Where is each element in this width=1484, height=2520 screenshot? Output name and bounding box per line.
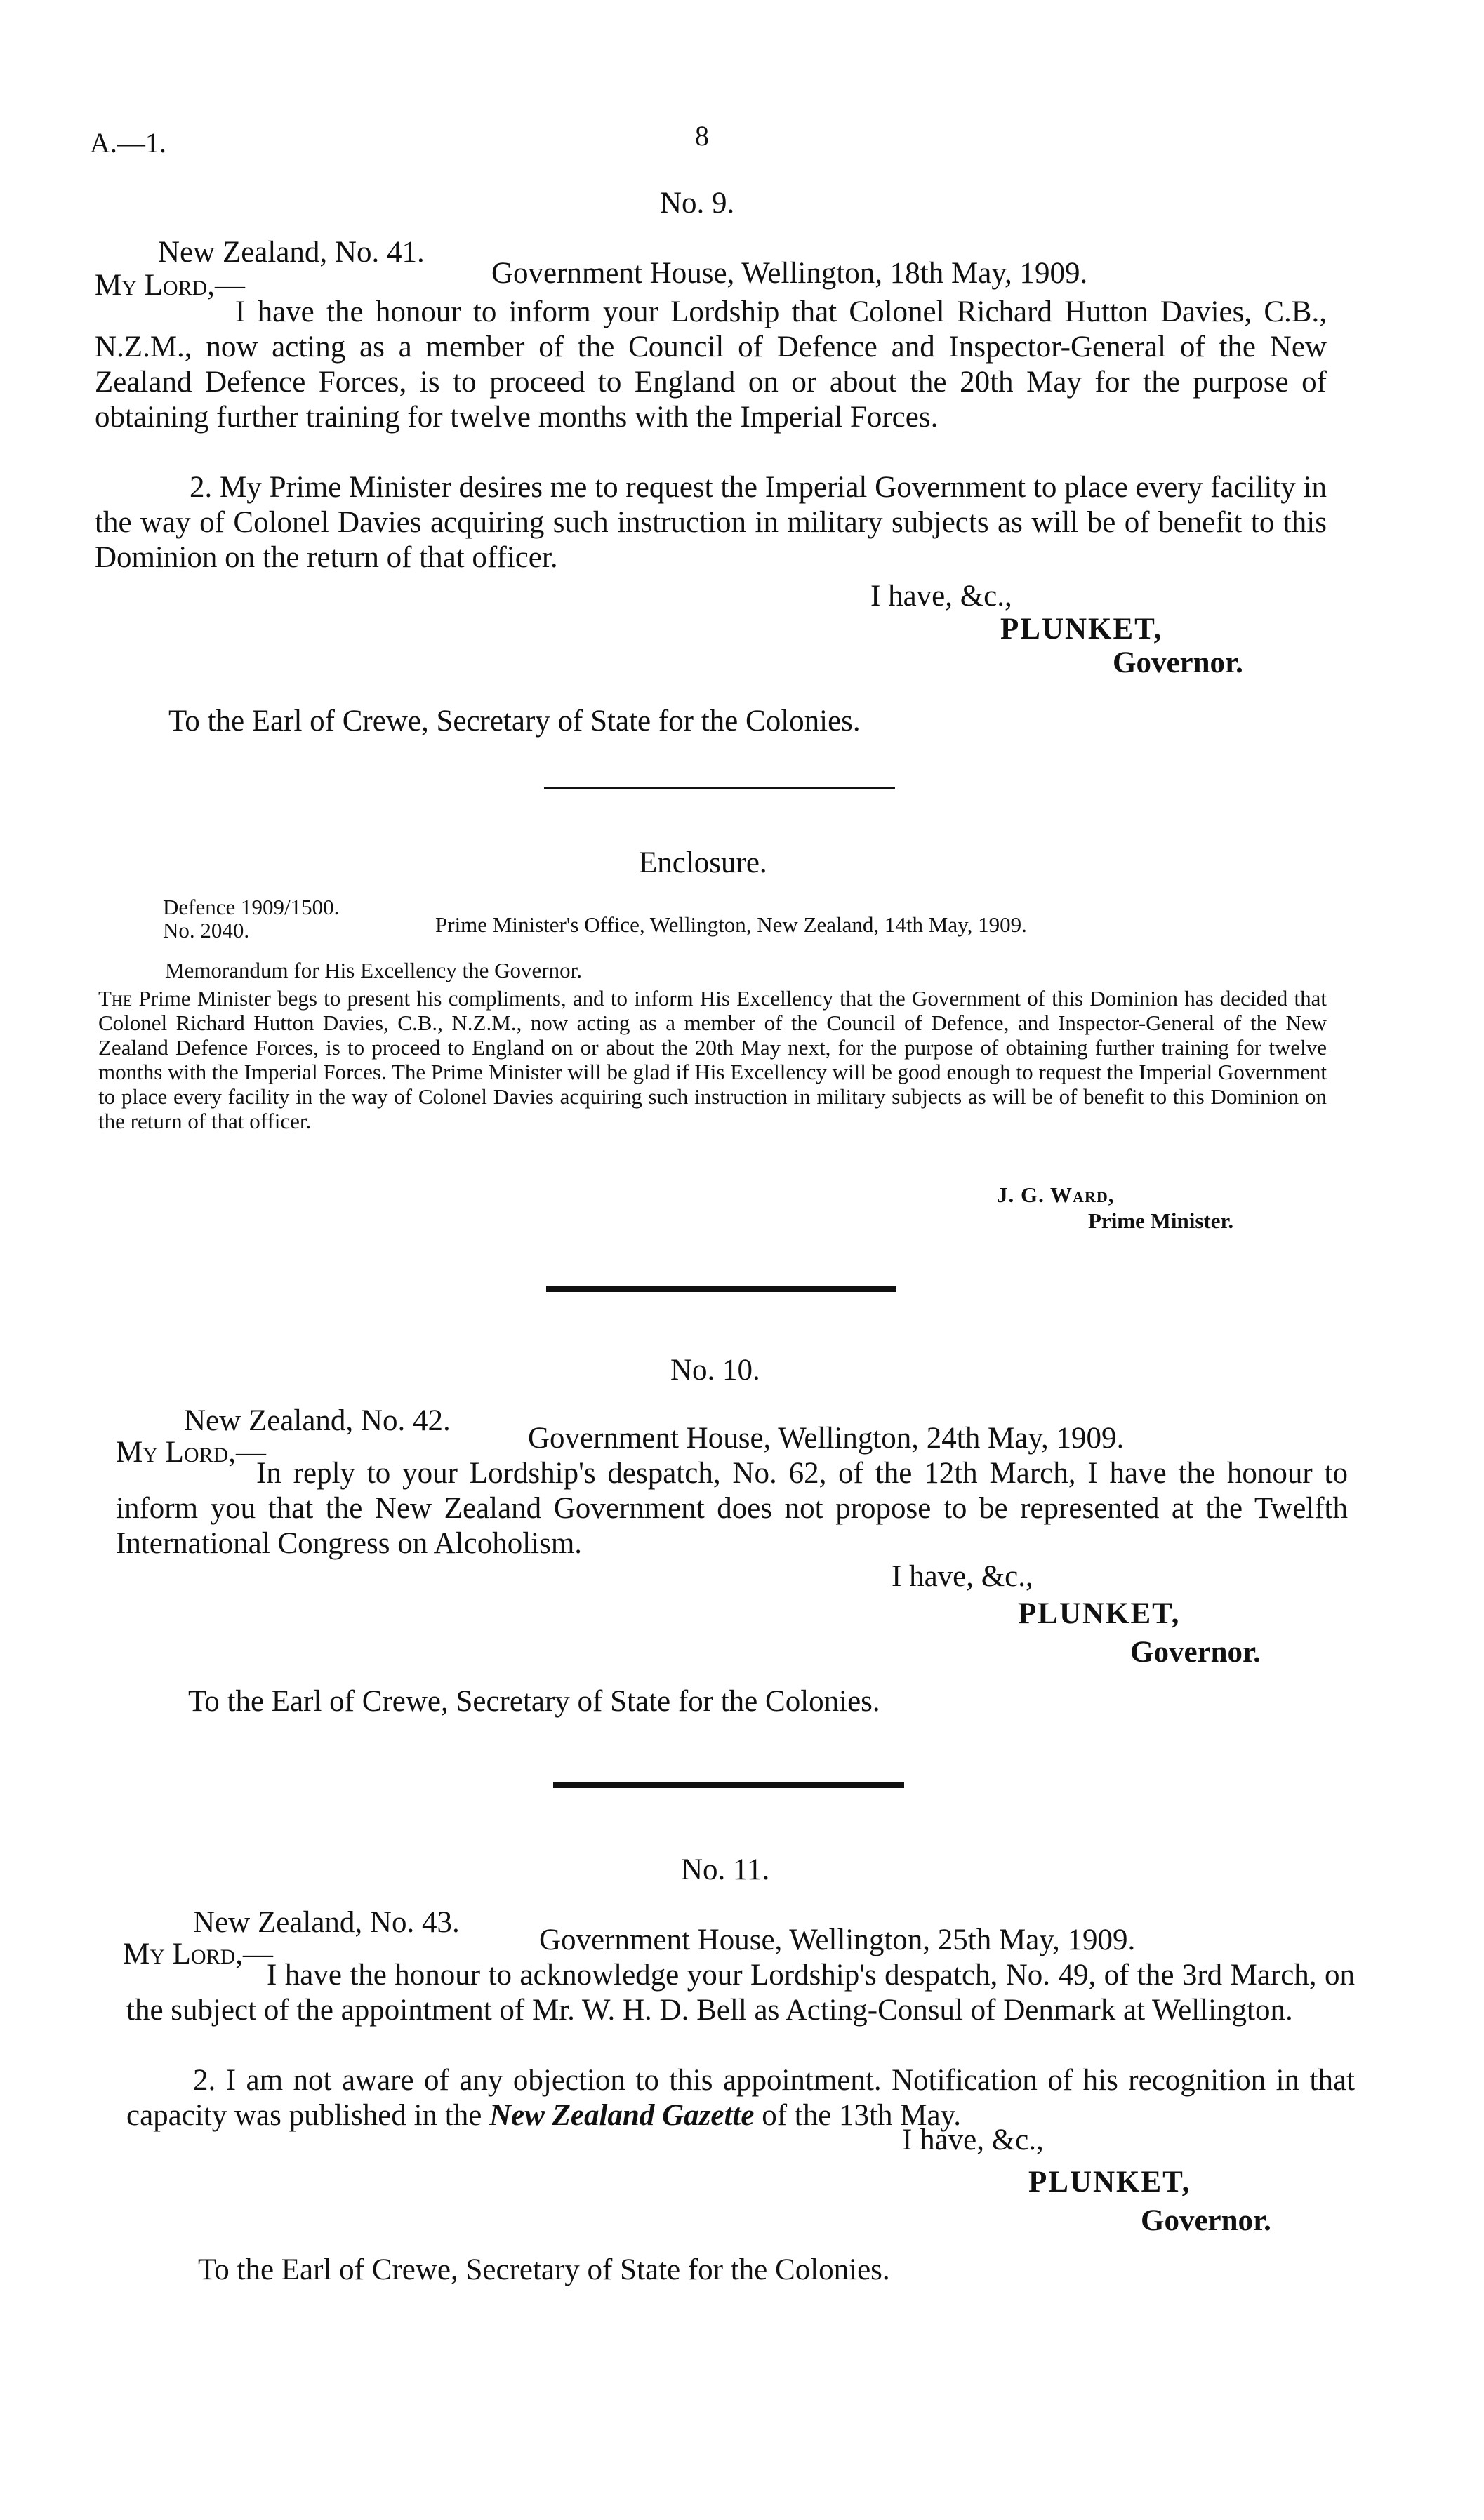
- signature: J. G. Ward,: [997, 1182, 1115, 1207]
- memorandum-title: Memorandum for His Excellency the Governor.: [165, 958, 582, 982]
- paragraph: I have the honour to inform your Lordship that Colonel Richard Hutton Davies, C.B., N.Z.M., now acting as a member of the Council of Defence and Inspector-General of the New Zealand Defence Forces, is to proceed to England on or about the 20th May for the purpose of obtaining further training for twelve months with the Imperial Forces.: [95, 295, 1327, 434]
- signature: PLUNKET,: [1000, 613, 1163, 646]
- addressee: To the Earl of Crewe, Secretary of State for the Colonies.: [198, 2253, 890, 2286]
- place-date: Government House, Wellington, 18th May, 1909.: [491, 257, 1088, 290]
- section-number: No. 9.: [660, 187, 735, 220]
- salutation: My Lord,—: [123, 1938, 274, 1971]
- paragraph: I have the honour to acknowledge your Lordship's despatch, No. 49, of the 3rd March, on the subject of the appointment of Mr. W. H. D. Bell as Acting-Consul of Denmark at Wellington.: [126, 1959, 1355, 2027]
- defence-reference: Defence 1909/1500.: [163, 895, 340, 919]
- place-date: Prime Minister's Office, Wellington, New Zealand, 14th May, 1909.: [435, 912, 1027, 937]
- signature-title: Governor.: [1141, 2204, 1271, 2237]
- closing: I have, &c.,: [870, 580, 1012, 613]
- paragraph: 2. My Prime Minister desires me to request the Imperial Government to place every facility in the way of Colonel Davies acquiring such instruction in military subjects as will be of benefit to this Dominion on the return of that officer.: [95, 471, 1327, 574]
- section-number: No. 10.: [670, 1354, 760, 1387]
- memorandum-lead: The: [98, 986, 133, 1011]
- signature-title: Prime Minister.: [1088, 1208, 1234, 1233]
- paragraph-text: of the 13th May.: [754, 2099, 962, 2132]
- section-divider: [553, 1782, 904, 1788]
- signature: PLUNKET,: [1028, 2166, 1191, 2199]
- number-reference: No. 2040.: [163, 918, 250, 942]
- place-date: Government House, Wellington, 24th May, 1909.: [528, 1422, 1125, 1455]
- page-number: 8: [695, 120, 709, 152]
- section-divider: [544, 787, 895, 789]
- section-number: No. 11.: [681, 1853, 770, 1886]
- signature-title: Governor.: [1113, 646, 1243, 679]
- place-date: Government House, Wellington, 25th May, 1909.: [539, 1924, 1136, 1956]
- document-reference: A.—1.: [90, 127, 166, 159]
- addressee: To the Earl of Crewe, Secretary of State for the Colonies.: [168, 705, 861, 738]
- closing: I have, &c.,: [902, 2124, 1044, 2156]
- paragraph: [126, 2063, 1355, 2133]
- paragraph: In reply to your Lordship's despatch, No. 62, of the 12th March, I have the honour to inform you that the New Zealand Government does not propose to be represented at the Twelfth International Congress on Alcoholism.: [116, 1457, 1348, 1560]
- memorandum-text: Prime Minister begs to present his compliments, and to inform His Excellency that the Government of this Dominion has decided that Colonel Richard Hutton Davies, C.B., N.Z.M., now acting as a member of the Council of Defence, and Inspector-General of the New Zealand Defence Forces, is to proceed to England on or about the 20th May next, for the purpose of obtaining further training for twelve months with the Imperial Forces. The Prime Minister will be glad if His Excellency will be good enough to request the Imperial Government to place every facility in the way of Colonel Davies acquiring such instruction in military subjects as will be of benefit to this Dominion on the return of that officer.: [98, 986, 1327, 1133]
- section-divider: [546, 1286, 896, 1292]
- salutation: My Lord,—: [95, 269, 246, 302]
- addressee: To the Earl of Crewe, Secretary of State for the Colonies.: [188, 1685, 880, 1718]
- salutation: My Lord,—: [116, 1436, 267, 1469]
- despatch-reference: New Zealand, No. 43.: [193, 1906, 460, 1939]
- gazette-title: New Zealand Gazette: [489, 2099, 755, 2132]
- signature-title: Governor.: [1130, 1636, 1261, 1669]
- enclosure-heading: Enclosure.: [639, 846, 767, 879]
- closing: I have, &c.,: [892, 1560, 1033, 1593]
- paragraph-text: 2. I am not aware of any objection to this appointment. Notification of his recognition in that capacity was published in the: [126, 2064, 1355, 2132]
- despatch-reference: New Zealand, No. 42.: [184, 1404, 451, 1437]
- memorandum-body: [98, 986, 1327, 1133]
- despatch-reference: New Zealand, No. 41.: [158, 236, 425, 269]
- signature: PLUNKET,: [1018, 1597, 1181, 1630]
